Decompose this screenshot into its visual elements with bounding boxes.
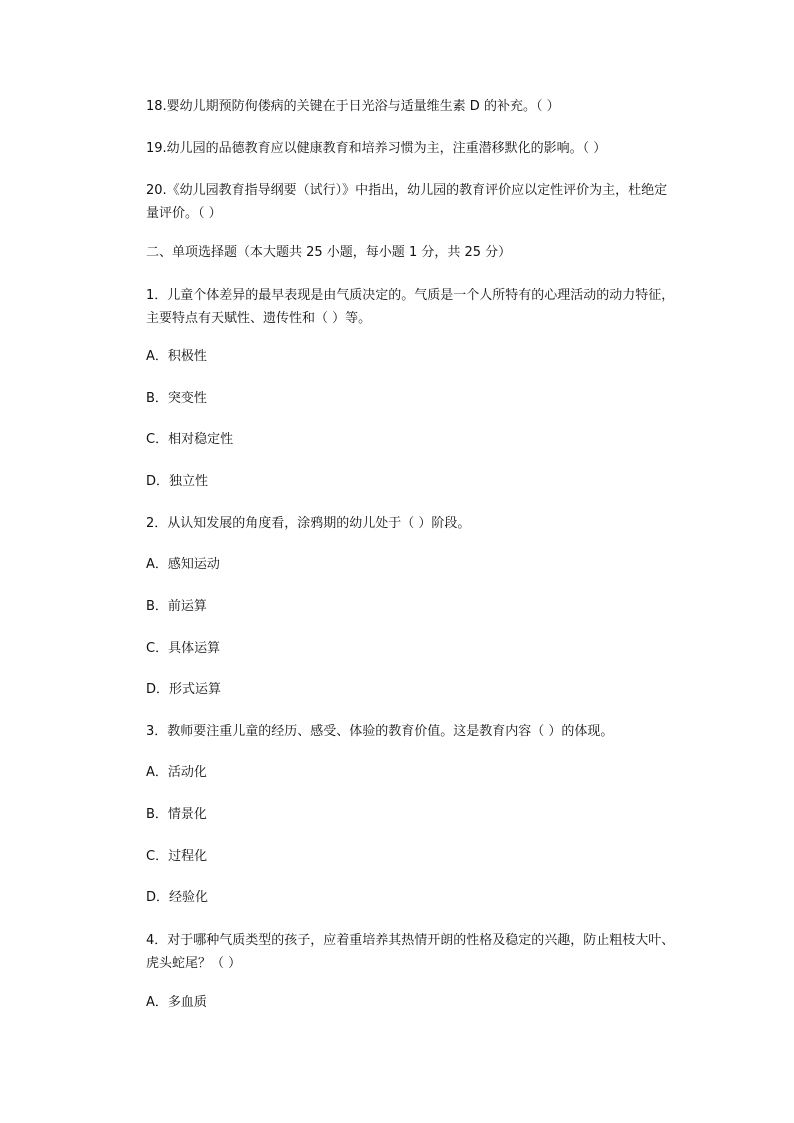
question-2-option-c: C．具体运算 xyxy=(146,641,221,656)
judgment-20: 20.《幼儿园教育指导纲要（试行）》中指出，幼儿园的教育评价应以定性评价为主，杜绝定量评价。（ ） xyxy=(146,183,668,221)
question-3-option-b: B．情景化 xyxy=(146,807,207,822)
question-3-option-d: D．经验化 xyxy=(146,890,209,905)
question-1-option-c: C．相对稳定性 xyxy=(146,432,234,447)
question-2-option-d: D．形式运算 xyxy=(146,682,222,697)
question-1-option-b: B．突变性 xyxy=(146,391,207,406)
question-2-stem: 2．从认知发展的角度看，涂鸦期的幼儿处于（ ）阶段。 xyxy=(146,516,471,531)
question-3-option-a: A．活动化 xyxy=(146,765,207,780)
judgment-19: 19.幼儿园的品德教育应以健康教育和培养习惯为主，注重潜移默化的影响。（ ） xyxy=(146,141,607,156)
question-4-stem: 4．对于哪种气质类型的孩子，应着重培养其热情开朗的性格及稳定的兴趣，防止粗枝大叶、虎头蛇尾？（ ） xyxy=(146,933,675,971)
judgment-18: 18.婴幼儿期预防佝偻病的关键在于日光浴与适量维生素 D 的补充。（ ） xyxy=(146,99,560,114)
question-3-option-c: C．过程化 xyxy=(146,849,208,864)
section-title: 二、单项选择题（本大题共 25 小题，每小题 1 分，共 25 分） xyxy=(146,245,512,260)
question-4-option-a: A．多血质 xyxy=(146,995,207,1010)
question-1-stem: 1．儿童个体差异的最早表现是由气质决定的。气质是一个人所特有的心理活动的动力特征，主要特点有天赋性、遗传性和（ ）等。 xyxy=(146,288,675,326)
question-2-option-a: A．感知运动 xyxy=(146,557,220,572)
question-1-option-d: D．独立性 xyxy=(146,474,209,489)
question-1-option-a: A．积极性 xyxy=(146,349,207,364)
question-2-option-b: B．前运算 xyxy=(146,599,207,614)
question-3-stem: 3．教师要注重儿童的经历、感受、体验的教育价值。这是教育内容（ ）的体现。 xyxy=(146,724,614,739)
